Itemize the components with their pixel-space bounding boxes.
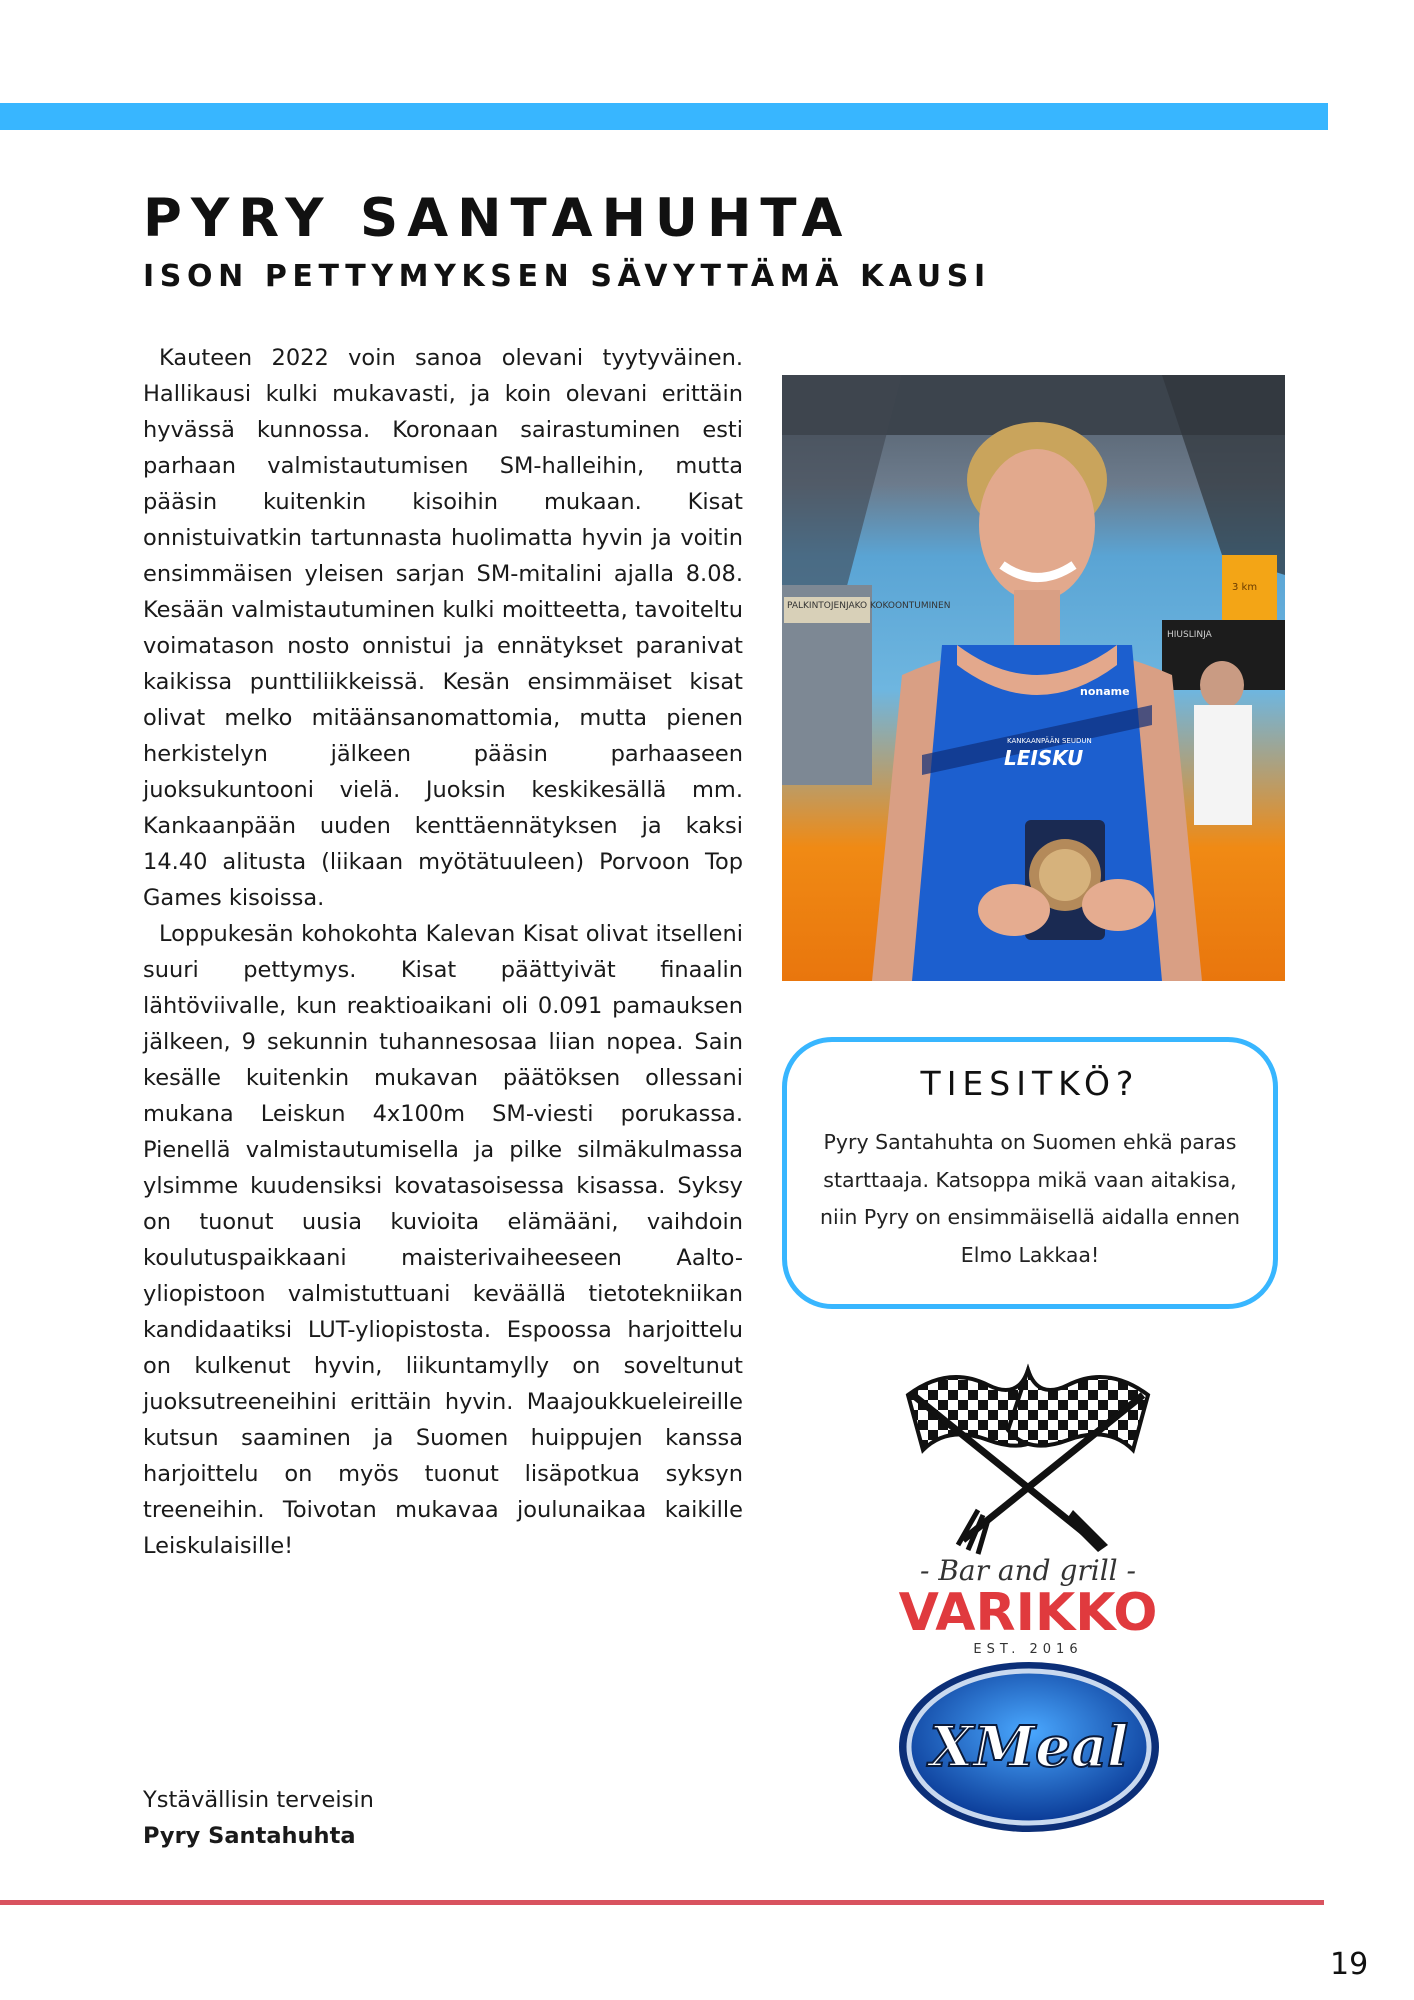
bottom-accent-line: [0, 1900, 1324, 1905]
author-name: Pyry Santahuhta: [143, 1823, 356, 1849]
article-paragraph-1: Kauteen 2022 voin sanoa olevani tyytyväinen. Hallikausi kulki mukavasti, ja koin olevani erittäin hyvässä kunnossa. Koronaan sairastuminen esti parhaan valmistautumisen SM-halleihin, mutta pääsin kuitenkin kisoihin mukaan. Kisat onnistuivatkin tartunnasta huolimatta hyvin ja voitin ensimmäisen yleisen sarjan SM-mitalini ajalla 8.08. Kesään valmistautuminen kulki moitteetta, tavoiteltu voimatason nosto onnistui ja ennätykset paranivat kaikissa punttiliikkeissä. Kesän ensimmäiset kisat olivat melko mitäänsanomattomia, mutta pienen herkistelyn jälkeen pääsin parhaaseen juoksukuntooni vielä. Juoksin keskikesällä mm. Kankaanpään uuden kenttäennätyksen ja kaksi 14.40 alitusta (liikaan myötätuuleen) Porvoon Top Games kisoissa.: [143, 345, 743, 911]
page-number: 19: [1330, 1947, 1369, 1982]
signoff: [143, 1782, 374, 1854]
athlete-photo: [782, 375, 1285, 981]
fun-fact-box: [782, 1037, 1278, 1309]
varikko-script-text: - Bar and grill -: [919, 1554, 1137, 1587]
xmeal-name-text: XMeal: [929, 1714, 1129, 1780]
article-paragraph-2: Loppukesän kohokohta Kalevan Kisat olivat itselleni suuri pettymys. Kisat päättyivät finaalin lähtöviivalle, kun reaktioaikani oli 0.091 pamauksen jälkeen, 9 sekunnin tuhannesosaa liian nopea. Sain kesälle kuitenkin mukavan päätöksen ollessani mukana Leiskun 4x100m SM-viesti porukassa. Pienellä valmistautumisella ja pilke silmäkulmassa ylsimme kuudensiksi kovatasoisessa kisassa. Syksy on tuonut uusia kuvioita elämääni, vaihdoin koulutuspaikkaani maisterivaiheeseen Aalto-yliopistoon valmistuttuani keväällä tietotekniikan kandidaatiksi LUT-yliopistosta. Espoossa harjoittelu on kulkenut hyvin, liikuntamylly on soveltunut juoksutreeneihini erittäin hyvin. Maajoukkueleireille kutsun saaminen ja Suomen huippujen kanssa harjoittelu on myös tuonut lisäpotkua syksyn treeneihin. Toivotan mukavaa joulunaikaa kaikille Leiskulaisille!: [143, 921, 743, 1559]
top-accent-bar: [0, 103, 1328, 130]
shirt-club-text: LEISKU: [1004, 746, 1084, 770]
fun-fact-text: Pyry Santahuhta on Suomen ehkä paras starttaaja. Katsoppa mikä vaan aitakisa, niin Pyry on ensimmäisellä aidalla ennen Elmo Lakkaa!: [820, 1130, 1240, 1267]
varikko-logo: [878, 1340, 1178, 1655]
shirt-brand-text: noname: [1080, 685, 1130, 698]
xmeal-logo-icon: [895, 1658, 1163, 1836]
shirt-club-small-text: KANKAANPÄÄN SEUDUN: [1007, 737, 1092, 745]
article-body: [143, 340, 743, 1564]
photo-banner-text: HIUSLINJA: [1167, 630, 1212, 640]
photo-sign-text: PALKINTOJENJAKO KOKOONTUMINEN: [787, 601, 951, 611]
fun-fact-title: TIESITKÖ?: [920, 1064, 1140, 1103]
athlete-photo-illustration: [782, 375, 1285, 981]
greeting: Ystävällisin terveisin: [143, 1787, 374, 1813]
photo-poster-text: 3 km: [1232, 582, 1258, 593]
varikko-name-text: VARIKKO: [898, 1583, 1158, 1643]
varikko-est-text: EST. 2016: [973, 1642, 1083, 1655]
checkered-flags-icon: [878, 1340, 1178, 1655]
xmeal-logo: [895, 1658, 1163, 1836]
article-title: PYRY SANTAHUHTA: [143, 188, 852, 249]
article-subtitle: ISON PETTYMYKSEN SÄVYTTÄMÄ KAUSI: [143, 259, 991, 294]
